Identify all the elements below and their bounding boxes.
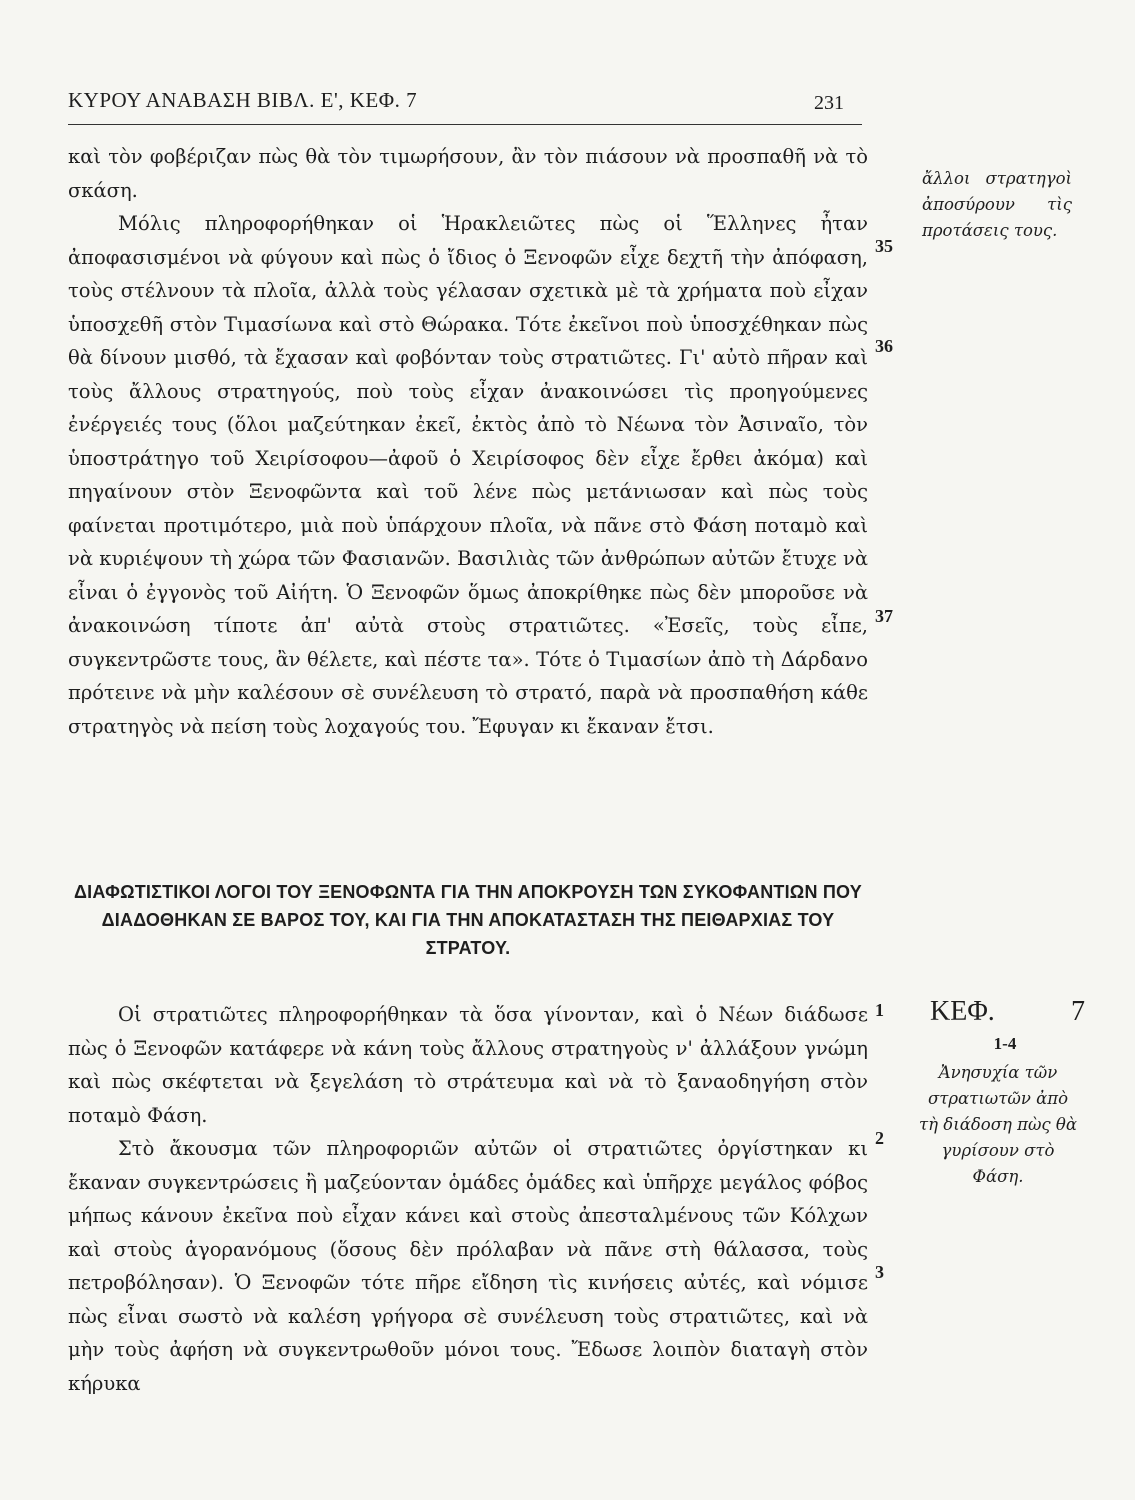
page-number: 231 bbox=[814, 92, 844, 114]
line-number-1: 1 bbox=[875, 1000, 884, 1020]
margin-note-generals: ἄλλοι στρατηγοὶ ἀποσύρουν τὶς προτάσεις τους. bbox=[922, 169, 1072, 240]
chapter-paragraph-range: 1-4 bbox=[993, 1034, 1017, 1053]
margin-note-anxiety: Ἀνησυχία τῶν στρατιωτῶν ἀπὸ τὴ διάδοση πὼς θὰ γυρίσουν στὸ Φάση. bbox=[919, 1063, 1077, 1186]
chapter-label-text: ΚΕΦ. bbox=[930, 996, 995, 1027]
line-number-3: 3 bbox=[875, 1262, 884, 1282]
chapter-label bbox=[930, 996, 1085, 1028]
line-number-37: 37 bbox=[875, 606, 893, 626]
line-number-2: 2 bbox=[875, 1128, 884, 1148]
paragraph-soldiers-angered: Στὸ ἄκουσμα τῶν πληροφοριῶν αὐτῶν οἱ στρατιῶτες ὀργίστηκαν κι ἔκαναν συγκεντρώσεις ἢ μαζεύονταν ὁμάδες ὁμάδες καὶ ὑπῆρχε μεγάλος φόβος μήπως κάνουν ἐκεῖνα ποὺ εἶχαν κάνει καὶ στοὺς ἀπεσταλμένους τῶν Κόλχων καὶ στοὺς ἀγορανόμους (ὅσους δὲν πρόλαβαν νὰ πᾶνε στὴ θάλασσα, τοὺς πετροβόλησαν). Ὁ Ξενοφῶν τότε πῆρε εἴδηση τὶς κινήσεις αὐτές, καὶ νόμισε πὼς εἶναι σωστὸ νὰ καλέση γρήγορα σὲ συνέλευση τοὺς στρατιῶτες, καὶ νὰ μὴν τοὺς ἀφήση νὰ συγκεντρωθοῦν μόνοι τους. Ἔδωσε λοιπὸν διαταγὴ στὸν κήρυκα bbox=[68, 1137, 868, 1395]
chapter-number: 7 bbox=[1071, 996, 1085, 1027]
section-heading: ΔΙΑΦΩΤΙΣΤΙΚΟΙ ΛΟΓΟΙ ΤΟΥ ΞΕΝΟΦΩΝΤΑ ΓΙΑ ΤΗΝ ΑΠΟΚΡΟΥΣΗ ΤΩΝ ΣΥΚΟΦΑΝΤΙΩΝ ΠΟΥ ΔΙΑΔΟΘΗΚΑΝ ΣΕ ΒΑΡΟΣ ΤΟΥ, ΚΑΙ ΓΙΑ ΤΗΝ ΑΠΟΚΑΤΑΣΤΑΣΗ ΤΗΣ ΠΕΙΘΑΡΧΙΑΣ ΤΟΥ ΣΤΡΑΤΟΥ. bbox=[74, 882, 862, 958]
paragraph-continuation: καὶ τὸν φοβέριζαν πὼς θὰ τὸν τιμωρήσουν, ἂν τὸν πιάσουν νὰ προσπαθῆ νὰ τὸ σκάση. bbox=[68, 145, 868, 202]
main-text-block-2 bbox=[68, 998, 868, 1400]
main-text-block-1 bbox=[68, 140, 868, 743]
header-rule bbox=[68, 124, 862, 125]
line-number-35: 35 bbox=[875, 236, 893, 256]
paragraph-soldiers-informed: Οἱ στρατιῶτες πληροφορήθηκαν τὰ ὅσα γίνονταν, καὶ ὁ Νέων διάδωσε πὼς ὁ Ξενοφῶν κατάφερε νὰ κάνη τοὺς ἄλλους στρατηγοὺς ν' ἀλλάξουν γνώμη καὶ πὼς σκέφτεται νὰ ξεγελάση τὸ στράτευμα καὶ νὰ τὸ ξαναοδηγήση στὸν ποταμὸ Φάση. bbox=[68, 1003, 868, 1127]
paragraph-heracleots: Μόλις πληροφορήθηκαν οἱ Ἡρακλειῶτες πὼς οἱ Ἕλληνες ἦταν ἀποφασισμένοι νὰ φύγουν καὶ πὼς ὁ ἴδιος ὁ Ξενοφῶν εἶχε δεχτῆ τὴν ἀπόφαση, τοὺς στέλνουν τὰ πλοῖα, ἀλλὰ τοὺς γέλασαν σχετικὰ μὲ τὰ χρήματα ποὺ εἶχαν ὑποσχεθῆ στὸν Τιμασίωνα καὶ στὸ Θώρακα. Τότε ἐκεῖνοι ποὺ ὑποσχέθηκαν πὼς θὰ δίνουν μισθό, τὰ ἔχασαν καὶ φοβόνταν τοὺς στρατιῶτες. Γι' αὐτὸ πῆραν καὶ τοὺς ἄλλους στρατηγούς, ποὺ τοὺς εἶχαν ἀνακοινώσει τὶς προηγούμενες ἐνέργειές τους (ὅλοι μαζεύτηκαν ἐκεῖ, ἐκτὸς ἀπὸ τὸ Νέωνα τὸν Ἀσιναῖο, τὸν ὑποστράτηγο τοῦ Χειρίσοφου—ἀφοῦ ὁ Χειρίσοφος δὲν εἶχε ἔρθει ἀκόμα) καὶ πηγαίνουν στὸν Ξενοφῶντα καὶ τοῦ λένε πὼς μετάνιωσαν καὶ πὼς τοὺς φαίνεται προτιμότερο, μιὰ ποὺ ὑπάρχουν πλοῖα, νὰ πᾶνε στὸ Φάση ποταμὸ καὶ νὰ κυριέψουν τὴ χώρα τῶν Φασιανῶν. Βασιλιὰς τῶν ἀνθρώπων αὐτῶν ἔτυχε νὰ εἶναι ὁ ἐγγονὸς τοῦ Αἰήτη. Ὁ Ξενοφῶν ὅμως ἀποκρίθηκε πὼς δὲν μποροῦσε νὰ ἀνακοινώση τίποτε ἀπ' αὐτὰ στοὺς στρατιῶτες. «Ἐσεῖς, τοὺς εἶπε, συγκεντρῶστε τους, ἂν θέλετε, καὶ πέστε τα». Τότε ὁ Τιμασίων ἀπὸ τὴ Δάρδανο πρότεινε νὰ μὴν καλέσουν σὲ συνέλευση τὸ στρατό, παρὰ νὰ προσπαθήση κάθε στρατηγὸς νὰ πείση τοὺς λοχαγούς του. Ἔφυγαν κι ἔκαναν ἔτσι. bbox=[68, 212, 868, 738]
running-header: ΚΥΡΟΥ ΑΝΑΒΑΣΗ ΒΙΒΛ. Ε', ΚΕΦ. 7 bbox=[68, 88, 418, 112]
line-number-36: 36 bbox=[875, 336, 893, 356]
